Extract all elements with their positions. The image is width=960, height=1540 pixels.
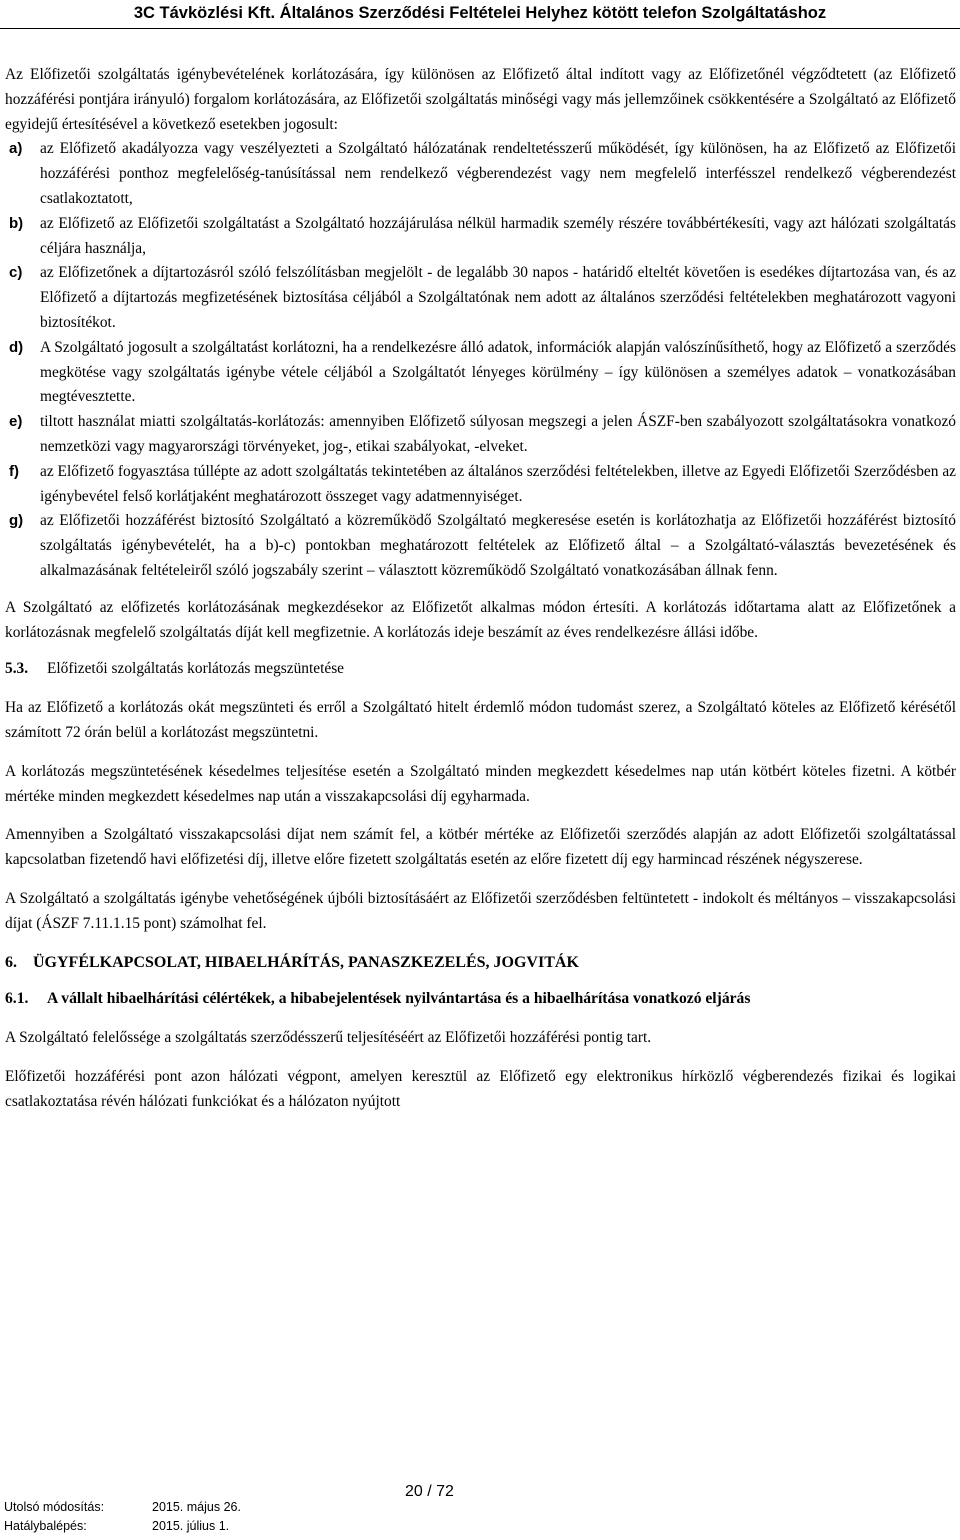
paragraph: A korlátozás megszüntetésének késedelmes teljesítése esetén a Szolgáltató minden megkezdett késedelmes nap után kötbért köteles fizetni. A kötbér mértéke minden megkezdett késedelmes nap után a visszakapcsolási díj egyharmada. <box>5 762 956 805</box>
section-title: ÜGYFÉLKAPCSOLAT, HIBAELHÁRÍTÁS, PANASZKEZELÉS, JOGVITÁK <box>33 953 579 971</box>
list-text: A Szolgáltató jogosult a szolgáltatást korlátozni, ha a rendelkezésre álló adatok, információk alapján valószínűsíthető, hogy az Előfizető a szerződés megkötése vagy szolgáltatás igénybe vétele céljából a Szolgáltatót lényeges körülmény – így különösen a személyes adatok – vonatkozásában megtévesztette. <box>40 338 956 406</box>
section-number: 5.3. <box>5 660 29 678</box>
list-text: az Előfizetői hozzáférést biztosító Szolgáltató a közreműködő Szolgáltató megkeresése esetén is korlátozhatja az Előfizetői hozzáférést biztosító szolgáltatás igénybevételét, ha a b)-c) pontokban meghatározott feltételek az Előfizető által – a Szolgáltató-választás bevezetésének és alkalmazásának feltételeiről szóló jogszabály szerint – választott közreműködő Szolgáltató vonatkozásában állnak fenn. <box>40 512 956 579</box>
paragraph: A Szolgáltató felelőssége a szolgáltatás szerződésszerű teljesítéséért az Előfizetői hozzáférési pontig tart. <box>5 1029 652 1047</box>
section-number: 6. <box>5 953 17 971</box>
list-item <box>5 137 956 211</box>
effective-value: 2015. július 1. <box>152 1519 230 1533</box>
footer-effective-row <box>4 1519 229 1533</box>
page-number: 20 / 72 <box>405 1483 454 1500</box>
list-item <box>5 212 956 262</box>
modified-label: Utolsó módosítás: <box>4 1500 105 1514</box>
footer-modified-row <box>4 1500 241 1514</box>
list-item <box>5 336 956 410</box>
list-text: az Előfizető az Előfizetői szolgáltatást a Szolgáltató hozzájárulása nélkül harmadik személy részére továbbértékesíti, vagy azt hálózati szolgáltatás céljára használja, <box>40 214 956 257</box>
list-item <box>5 410 956 460</box>
document-body <box>5 63 956 1114</box>
section-heading-5-3 <box>5 657 956 682</box>
document-footer <box>0 1478 960 1540</box>
modified-value: 2015. május 26. <box>152 1500 241 1514</box>
section-title: Előfizetői szolgáltatás korlátozás megszüntetése <box>47 660 345 678</box>
section-title: A vállalt hibaelhárítási célértékek, a hibabejelentések nyilvántartása és a hibaelhárítása vonatkozó eljárás <box>47 990 751 1008</box>
notice-paragraph: A Szolgáltató az előfizetés korlátozásának megkezdésekor az Előfizetőt alkalmas módon értesíti. A korlátozás időtartama alatt az Előfizetőnek a korlátozásnak megfelelő szolgáltatás díját kell megfizetnie. A korlátozás ideje beszámít az éves rendelkezésre állási időbe. <box>5 598 956 641</box>
header-title: 3C Távközlési Kft. Általános Szerződési Feltételei Helyhez kötött telefon Szolgáltatáshoz <box>133 4 827 22</box>
list-letter: c) <box>9 264 23 282</box>
list-text: tiltott használat miatti szolgáltatás-korlátozás: amennyiben Előfizető súlyosan megszegi a jelen ÁSZF-ben szabályozott szolgáltatásokra vonatkozó nemzetközi vagy magyarországi törvényeket, jog-, etikai szabályokat, -elveket. <box>40 413 956 455</box>
list-item <box>5 261 956 335</box>
list-letter: d) <box>9 338 24 356</box>
paragraph: Amennyiben a Szolgáltató visszakapcsolási díjat nem számít fel, a kötbér mértéke az Előfizetői szerződés alapján az adott Előfizetői szolgáltatással kapcsolatban fizetendő havi előfizetési díj, illetve előre fizetett szolgáltatás esetén az előre fizetett díj egy harmincad részének négyszerese. <box>5 826 956 869</box>
list-letter: a) <box>9 140 23 158</box>
section-heading-6-1 <box>5 987 956 1012</box>
list-item <box>5 509 956 583</box>
list-letter: e) <box>9 413 23 431</box>
effective-label: Hatálybalépés: <box>4 1519 87 1533</box>
list-letter: g) <box>9 512 24 530</box>
document-header <box>0 4 960 29</box>
section-heading-6 <box>5 951 956 976</box>
list-item <box>5 460 956 510</box>
list-text: az Előfizető fogyasztása túllépte az adott szolgáltatás tekintetében az általános szerződési feltételekben, illetve az Egyedi Előfizetői Szerződésben az igénybevétel felső korlátjaként meghatározott összeget vagy adatmennyiséget. <box>40 462 956 505</box>
section-number: 6.1. <box>5 990 29 1008</box>
list-letter: b) <box>9 214 24 232</box>
paragraph: Előfizetői hozzáférési pont azon hálózati végpont, amelyen keresztül az Előfizető egy elektronikus hírközlő végberendezés fizikai és logikai csatlakoztatása révén hálózati funkciókat és a hálózaton nyújtott <box>5 1067 956 1110</box>
list-letter: f) <box>9 462 19 480</box>
paragraph: A Szolgáltató a szolgáltatás igénybe vehetőségének újbóli biztosításáért az Előfizetői szerződésben feltüntetett - indokolt és méltányos – visszakapcsolási díjat (ÁSZF 7.11.1.15 pont) számolhat fel. <box>5 889 956 932</box>
intro-paragraph: Az Előfizetői szolgáltatás igénybevételének korlátozására, így különösen az Előfizető által indított vagy az Előfizetőnél végződtetett (az Előfizető hozzáférési pontjára irányuló) forgalom korlátozására, az Előfizetői szolgáltatás minőségi vagy más jellemzőinek csökkentésére a Szolgáltató az Előfizető egyidejű értesítésével a következő esetekben jogosult: <box>5 66 956 133</box>
list-text: az Előfizetőnek a díjtartozásról szóló felszólításban megjelölt - de legalább 30 napos - határidő elteltét követően is esedékes díjtartozása van, és az Előfizető a díjtartozás megfizetésének biztosítása céljából a Szolgáltatónak nem adott az általános szerződési feltételekben meghatározott vagyoni biztosítékot. <box>40 264 956 331</box>
paragraph: Ha az Előfizető a korlátozás okát megszünteti és erről a Szolgáltató hitelt érdemlő módon tudomást szerez, a Szolgáltató köteles az Előfizető kérésétől számított 72 órán belül a korlátozást megszüntetni. <box>5 699 956 741</box>
list-text: az Előfizető akadályozza vagy veszélyezteti a Szolgáltató hálózatának rendeltetésszerű működését, így különösen, ha az Előfizető az Előfizetői hozzáférési ponthoz megfelelőség-tanúsítással nem rendelkező végberendezést vagy nem megfelelő interfésszel rendelkező végberendezést csatlakoztatott, <box>40 140 956 207</box>
